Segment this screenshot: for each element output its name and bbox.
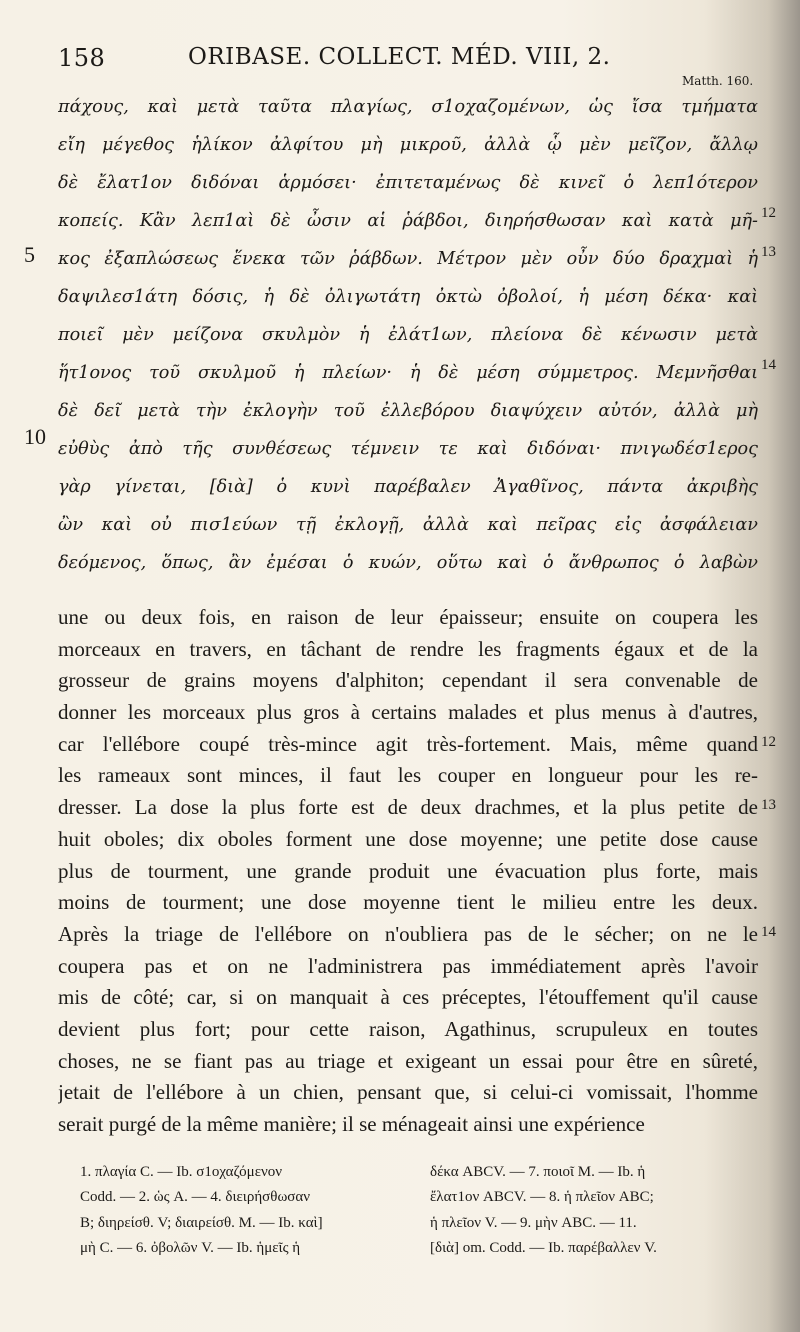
apparatus-line: Codd. — 2. ὡς A. — 4. διειρήσθωσαν bbox=[80, 1189, 311, 1206]
greek-line: ἥτ1ονος τοῦ σκυλμοῦ ἡ πλείων· ἡ δὲ μέση σύμμετρος. Μεμνῆσθαι bbox=[58, 363, 758, 383]
running-title: ORIBASE. COLLECT. MÉD. VIII, 2. bbox=[188, 44, 611, 70]
apparatus-line: ἡ πλεῖον V. — 9. μὴν ABC. — 11. bbox=[430, 1214, 637, 1231]
greek-line-number-5: 5 bbox=[24, 242, 35, 267]
french-line: serait purgé de la même manière; il se ménageait ainsi une expérience bbox=[58, 1112, 645, 1136]
french-line: une ou deux fois, en raison de leur épaisseur; ensuite on coupera les bbox=[58, 605, 758, 629]
greek-margin-number: 13 bbox=[761, 244, 776, 260]
french-line: choses, ne se fiant pas au triage et exigeant un essai pour être en sûreté, bbox=[58, 1048, 758, 1073]
french-line: car l'ellébore coupé très-mince agit très-fortement. Mais, même quand bbox=[58, 731, 758, 756]
page-number: 158 bbox=[58, 44, 106, 72]
greek-margin-number: 12 bbox=[761, 205, 776, 221]
greek-line: δὲ δεῖ μετὰ τὴν ἐκλογὴν τοῦ ἐλλεβόρου διαψύχειν αὐτόν, ἀλλὰ μὴ bbox=[58, 401, 758, 421]
greek-line: δαψιλεσ1άτη δόσις, ἡ δὲ ὀλιγωτάτη ὀκτὼ ὀβολοί, ἡ μέση δέκα· καὶ bbox=[58, 287, 758, 307]
apparatus-line: 1. πλαγία C. — Ib. σ1οχαζόμενον bbox=[80, 1164, 283, 1180]
apparatus-right-column bbox=[430, 1160, 760, 1261]
french-line: moins de tourment; une dose moyenne tient le milieu entre les deux. bbox=[58, 890, 758, 915]
greek-margin-number: 14 bbox=[761, 357, 776, 373]
french-line: huit oboles; dix oboles forment une dose moyenne; une petite dose cause bbox=[58, 826, 758, 851]
greek-line: εὐθὺς ἀπὸ τῆς συνθέσεως τέμνειν τε καὶ διδόναι· πνιγωδέσ1ερος bbox=[58, 439, 758, 459]
greek-line: κος ἐξαπλώσεως ἕνεκα τῶν ῥάβδων. Μέτρον μὲν οὖν δύο δραχμαὶ ἡ bbox=[58, 249, 758, 269]
french-line: dresser. La dose la plus forte est de deux drachmes, et la plus petite de bbox=[58, 795, 758, 820]
french-margin-number: 13 bbox=[761, 797, 776, 813]
french-translation bbox=[58, 602, 758, 1141]
apparatus-left-column bbox=[80, 1160, 420, 1261]
edition-reference: Matth. 160. bbox=[682, 74, 754, 88]
greek-line: δεόμενος, ὅπως, ἂν ἐμέσαι ὁ κυών, οὕτω καὶ ὁ ἄνθρωπος ὁ λαβὼν bbox=[58, 553, 758, 573]
french-line: mis de côté; car, si on manquait à ces préceptes, l'étouffement qu'il cause bbox=[58, 985, 758, 1010]
greek-line: ὢν καὶ οὐ πισ1εύων τῇ ἐκλογῇ, ἀλλὰ καὶ πεῖρας εἰς ἀσφάλειαν bbox=[58, 515, 758, 535]
apparatus-line: δέκα ABCV. — 7. ποιοῖ M. — Ib. ἡ bbox=[430, 1164, 646, 1180]
greek-line: εἴη μέγεθος ἡλίκον ἀλφίτου μὴ μικροῦ, ἀλλὰ ᾧ μὲν μεῖζον, ἄλλῳ bbox=[58, 135, 758, 155]
apparatus-line: B; διηρείσθ. V; διαιρείσθ. M. — Ib. καὶ] bbox=[80, 1214, 323, 1231]
french-line: morceaux en travers, en tâchant de rendre les fragments égaux et de la bbox=[58, 636, 758, 661]
apparatus-line: [διὰ] om. Codd. — Ib. παρέβαλλεν V. bbox=[430, 1239, 657, 1256]
french-margin-number: 12 bbox=[761, 734, 776, 750]
french-line: devient plus fort; pour cette raison, Agathinus, scrupuleux en toutes bbox=[58, 1016, 758, 1041]
greek-line: γὰρ γίνεται, [διὰ] ὁ κυνὶ παρέβαλεν Ἀγαθῖνος, πάντα ἀκριβὴς bbox=[58, 477, 758, 497]
french-margin-number: 14 bbox=[761, 924, 776, 940]
greek-line: κοπείς. Κἂν λεπ1αὶ δὲ ὦσιν αἱ ῥάβδοι, διηρήσθωσαν καὶ κατὰ μῆ- bbox=[58, 211, 758, 231]
greek-line: ποιεῖ μὲν μείζονα σκυλμὸν ἡ ἐλάτ1ων, πλείονα δὲ κένωσιν μετὰ bbox=[58, 325, 758, 345]
french-line: Après la triage de l'ellébore on n'oubliera pas de le sécher; on ne le bbox=[58, 921, 758, 946]
french-line: donner les morceaux plus gros à certains malades et plus menus à d'autres, bbox=[58, 700, 758, 725]
french-line: coupera pas et on ne l'administrera pas immédiatement après l'avoir bbox=[58, 953, 758, 978]
greek-text bbox=[58, 88, 758, 582]
greek-line-number-10: 10 bbox=[24, 424, 46, 449]
french-line: les rameaux sont minces, il faut les couper en longueur pour les re- bbox=[58, 763, 758, 788]
greek-line: δὲ ἔλατ1ον διδόναι ἁρμόσει· ἐπιτεταμένως δὲ κινεῖ ὁ λεπ1ότερον bbox=[58, 173, 758, 193]
french-line: plus de tourment, une grande produit une évacuation plus forte, mais bbox=[58, 858, 758, 883]
french-line: jetait de l'ellébore à un chien, pensant que, si celui-ci vomissait, l'homme bbox=[58, 1080, 758, 1105]
page-header bbox=[58, 44, 748, 78]
greek-line: πάχους, καὶ μετὰ ταῦτα πλαγίως, σ1οχαζομένων, ὡς ἴσα τμήματα bbox=[58, 97, 758, 117]
apparatus-line: ἔλατ1ον ABCV. — 8. ἡ πλεῖον ABC; bbox=[430, 1189, 654, 1206]
apparatus-line: μὴ C. — 6. ὀβολῶν V. — Ib. ἡμεῖς ἡ bbox=[80, 1239, 301, 1256]
french-line: grosseur de grains moyens d'alphiton; cependant il sera convenable de bbox=[58, 668, 758, 693]
